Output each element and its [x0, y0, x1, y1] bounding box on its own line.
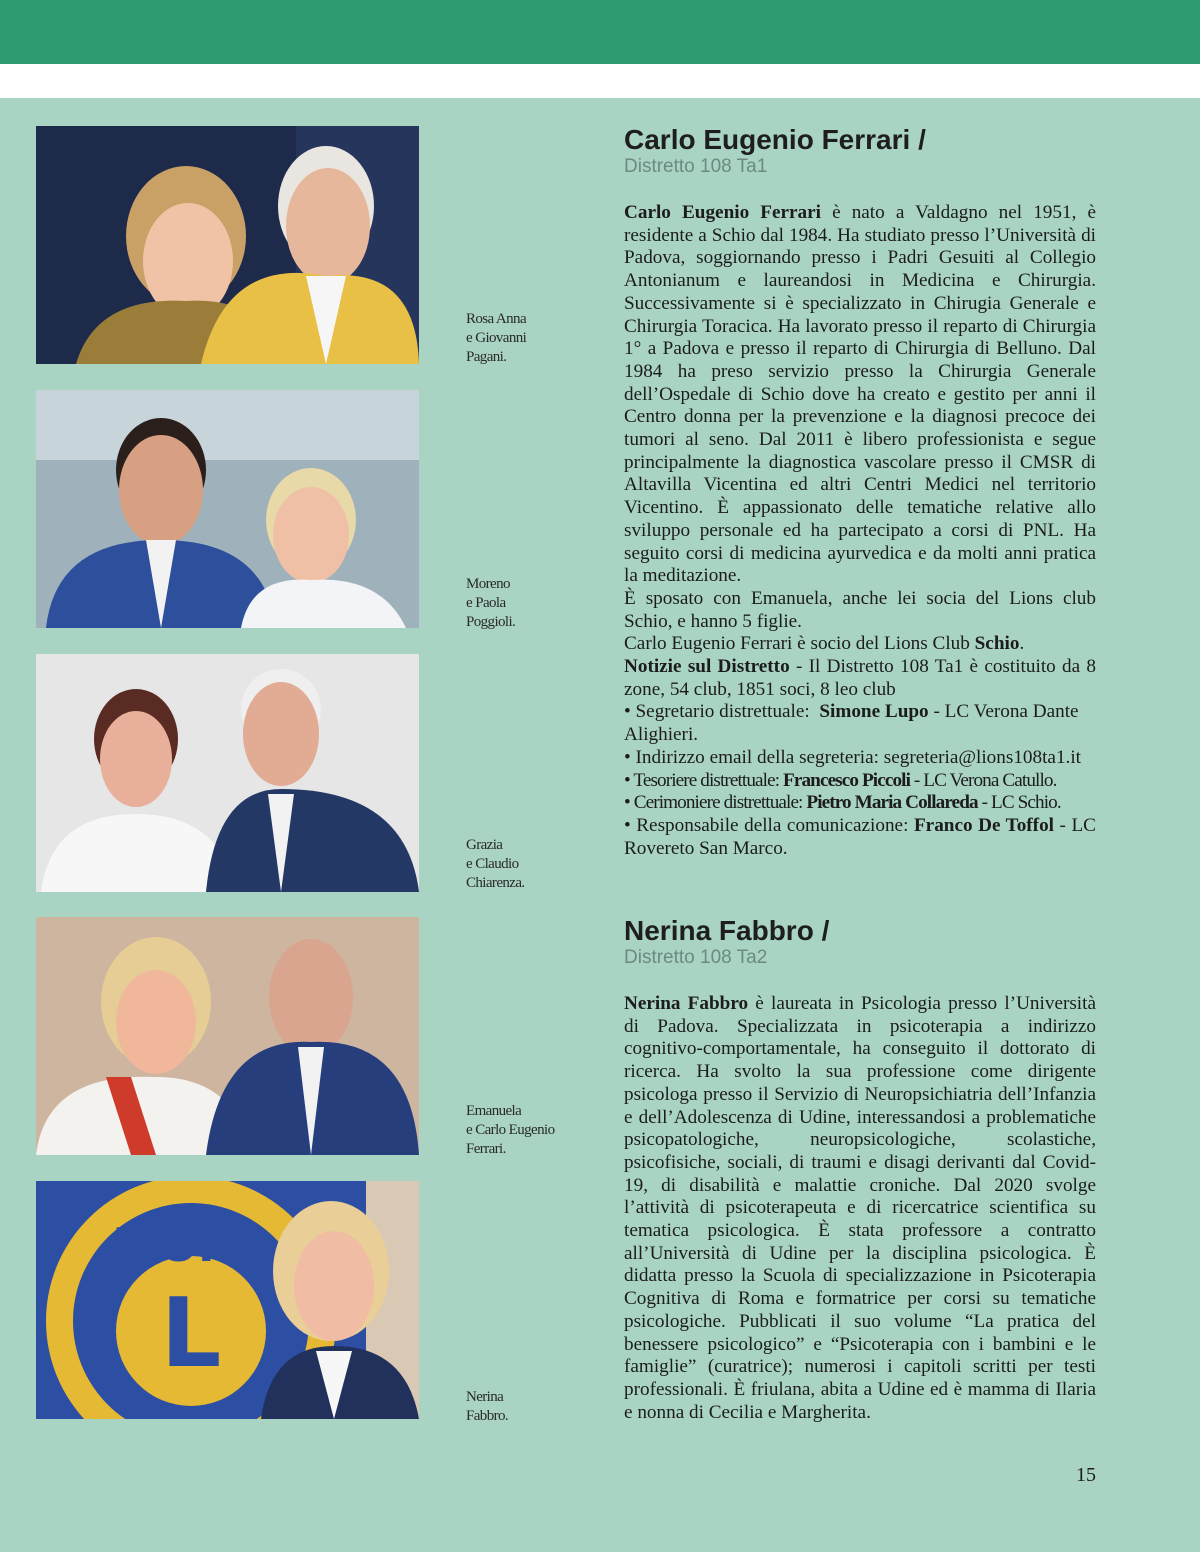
member-club: Schio: [974, 633, 1020, 655]
photo-poggioli: [36, 390, 419, 628]
lions-logo-letter: L: [160, 1279, 222, 1389]
caption-line: Grazia: [466, 837, 503, 853]
section-subtitle: Distretto 108 Ta1: [624, 156, 768, 177]
caption-ferrari: [466, 1102, 576, 1159]
email-line: • Indirizzo email della segreteria: segreteria@lions108ta1.it: [624, 746, 1081, 768]
section-body: [624, 993, 1096, 1424]
secretary-line: [624, 701, 1096, 746]
member-suffix: .: [1019, 633, 1025, 655]
caption-line: Emanuela: [466, 1103, 522, 1119]
notizie-text: - Il Distretto 108 Ta1 è costituito da 8 zone, 54 club, 1851 soci, 8 leo club: [624, 656, 1096, 700]
photo-ferrari: [36, 917, 419, 1155]
caption-chiarenza: [466, 836, 576, 893]
caption-line: e Giovanni: [466, 330, 527, 346]
secretary-name: Simone Lupo: [819, 701, 929, 723]
caption-line: e Claudio: [466, 856, 519, 872]
married-paragraph: È sposato con Emanuela, anche lei socia del Lions club Schio, e hanno 5 figlie.: [624, 587, 1096, 632]
caption-line: Chiarenza.: [466, 875, 525, 891]
treasurer-club: - LC Verona Catullo.: [910, 769, 1057, 791]
section-subtitle: Distretto 108 Ta2: [624, 947, 768, 968]
caption-line: Fabbro.: [466, 1408, 509, 1424]
caption-line: e Paola: [466, 595, 506, 611]
treasurer-name: Francesco Piccoli: [783, 769, 910, 791]
caption-line: Poggioli.: [466, 614, 516, 630]
caption-poggioli: [466, 575, 576, 632]
header-color-band: [0, 0, 1200, 64]
caption-line: e Carlo Eugenio: [466, 1122, 555, 1138]
notizie-label: Notizie sul Distretto: [624, 656, 790, 678]
notizie-paragraph: [624, 656, 1096, 701]
ceremony-name: Pietro Maria Collareda: [806, 792, 978, 814]
member-prefix: Carlo Eugenio Ferrari è socio del Lions Club: [624, 633, 975, 655]
caption-pagani: [466, 310, 576, 367]
ceremony-line: [624, 792, 1096, 815]
treasurer-line: [624, 770, 1096, 793]
section-title: Nerina Fabbro /: [624, 915, 830, 946]
ceremony-club: - LC Schio.: [977, 792, 1061, 814]
section-body: [624, 202, 1096, 860]
treasurer-label: • Tesoriere distrettuale:: [624, 769, 784, 791]
section-title: Carlo Eugenio Ferrari /: [624, 124, 926, 155]
secretary-label: • Segretario distrettuale:: [624, 701, 820, 723]
caption-line: Nerina: [466, 1389, 504, 1405]
bio-name: Nerina Fabbro: [624, 993, 749, 1014]
comms-line: [624, 815, 1096, 860]
caption-line: Rosa Anna: [466, 311, 527, 327]
bio-text: è laureata in Psicologia presso l’Università di Padova. Specializzata in psicoterapia a indirizzo cognitivo-comportamentale, ha conseguito il dottorato di ricerca. Ha svolto la sua professione come dirigente psicologa presso il Servizio di Neuropsichiatria dell’Infanzia e dell’Adolescenza di Udine, interessandosi a problematiche psicopatologiche, neuropsicologiche, scolastiche, psicofisiche, sociali, di traumi e disagi derivanti dal Covid-19, di disabilità e malattie croniche. Dal 2020 svolge l’attività di psicoterapeuta e di ricercatrice scientifica su tematica psicologica. È stata professore a contratto all’Università di Udine per la disciplina psicologica. È didatta presso la Scuola di specializzazione in Psicoterapia Cognitiva di Roma e formatrice per corsi su tematiche psicologiche. Pubblicati il suo volume “La pratica del benessere psicologico” e “Psicoterapia con i bambini e le famiglie” (curatrice); numerosi i capitoli scritti per testi professionali. È friulana, abita a Udine ed è mamma di Ilaria e nonna di Cecilia e Margherita.: [624, 993, 1096, 1423]
member-paragraph: [624, 633, 1096, 656]
comms-label: • Responsabile della comunicazione:: [624, 814, 914, 836]
photo-chiarenza: [36, 654, 419, 892]
lions-logo-text: LIONS: [112, 1218, 270, 1272]
section-fabbro: [624, 915, 1096, 1424]
photo-fabbro: [36, 1181, 419, 1419]
caption-line: Ferrari.: [466, 1141, 506, 1157]
caption-line: Pagani.: [466, 349, 507, 365]
comms-name: Franco De Toffol: [913, 814, 1054, 836]
comms-club: - LC Rovereto San Marco.: [624, 814, 1096, 859]
bio-text: è nato a Valdagno nel 1951, è residente a Schio dal 1984. Ha studiato presso l’Università di Padova, soggiornando presso i Padri Gesuiti al Collegio Antonianum e laureandosi in Medicina e Chirurgia. Successivamente si è specializzato in Chirugia Generale e Chirurgia Toracica. Ha lavorato presso il reparto di Chirurgia 1° a Padova e presso il reparto di Chirurgia di Belluno. Dal 1984 ha preso servizio presso la Chirurgia Generale dell’Ospedale di Schio dove ha creato e gestito per anni il Centro donna per la prevenzione e la diagnosi precoce dei tumori al seno. Dal 2011 è libero professionista e segue principalmente la diagnostica vascolare presso il CMSR di Altavilla Vicentina ed altri Centri Medici nel territorio Vicentino. È appassionato delle tematiche relative allo sviluppo personale ed ha partecipato a corsi di PNL. Ha seguito corsi di medicina ayurvedica e da molti anni pratica la meditazione.: [624, 202, 1096, 587]
caption-line: Moreno: [466, 576, 510, 592]
photo-pagani: [36, 126, 419, 364]
section-ferrari: [624, 124, 1096, 860]
bio-paragraph: [624, 202, 1096, 588]
header-white-strip: [0, 64, 1200, 98]
caption-fabbro: [466, 1388, 576, 1426]
ceremony-label: • Cerimoniere distrettuale:: [624, 792, 807, 814]
bio-paragraph: [624, 993, 1096, 1424]
page-number: 15: [1076, 1464, 1096, 1486]
bio-name: Carlo Eugenio Ferrari: [624, 202, 821, 223]
secretary-club: - LC Verona Dante Alighieri.: [624, 701, 1079, 746]
